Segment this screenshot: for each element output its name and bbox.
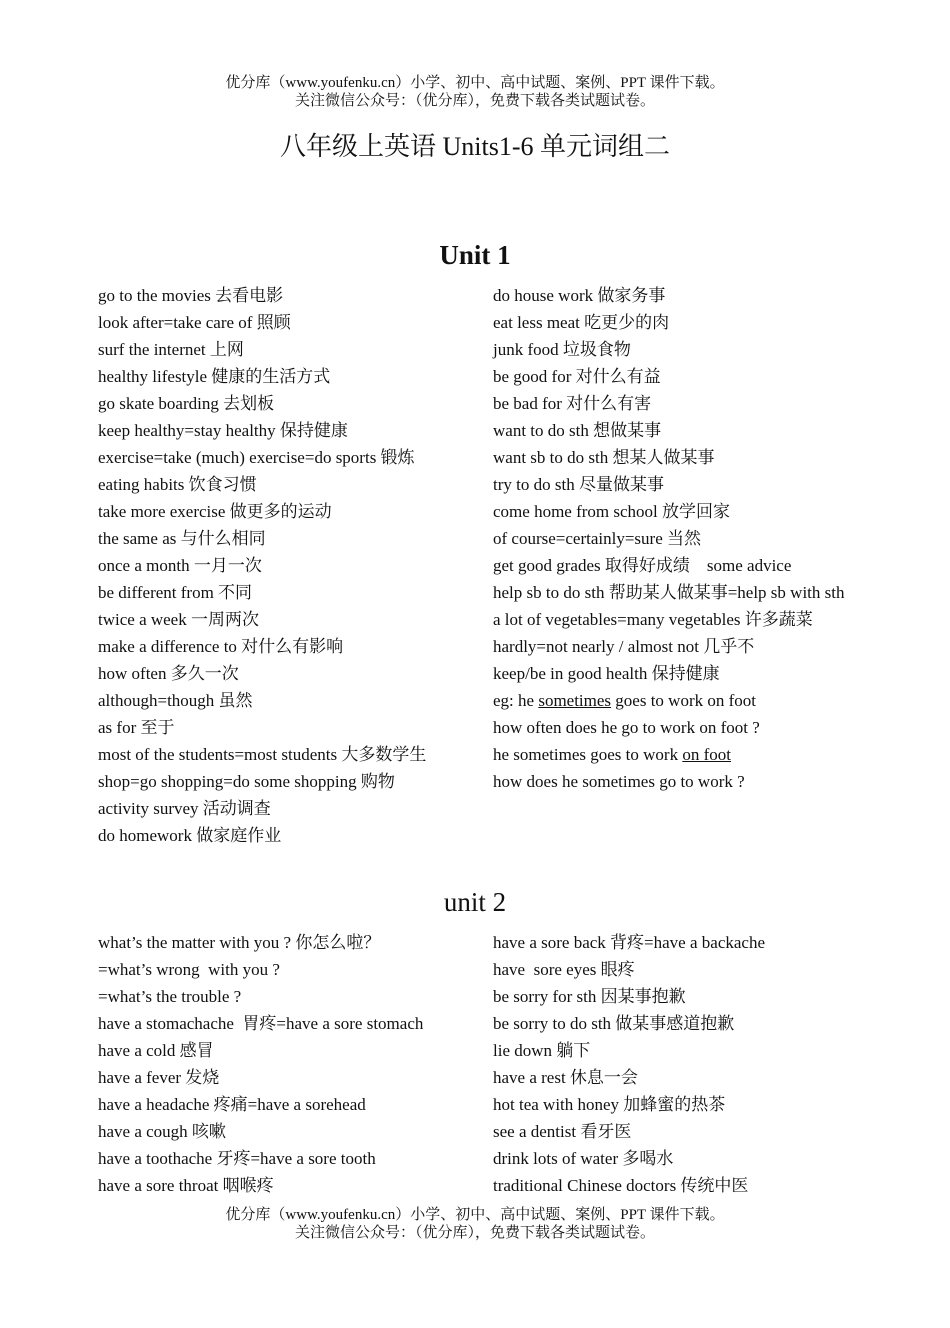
phrase-item: get good grades 取得好成绩 some advice — [493, 556, 792, 575]
phrase-item: have a rest 休息一会 — [493, 1068, 638, 1087]
header-line-2: 关注微信公众号：（优分库），免费下载各类试题试卷。 — [294, 93, 655, 109]
page-header — [0, 74, 950, 110]
phrase-item: exercise=take (much) exercise=do sports 锻炼 — [98, 448, 415, 467]
example-sentence — [493, 687, 865, 714]
phrase-item: a lot of vegetables=many vegetables 许多蔬菜 — [493, 610, 813, 629]
example-question: how often does he go to work on foot ? — [493, 718, 760, 737]
phrase-item: be good for 对什么有益 — [493, 367, 661, 386]
phrase-item: be sorry for sth 因某事抱歉 — [493, 987, 686, 1006]
phrase-item: look after=take care of 照顾 — [98, 313, 291, 332]
footer-line-2: 关注微信公众号：（优分库），免费下载各类试题试卷。 — [294, 1225, 655, 1241]
phrase-item: lie down 躺下 — [493, 1041, 591, 1060]
phrase-item: be bad for 对什么有害 — [493, 394, 652, 413]
phrase-item: activity survey 活动调查 — [98, 799, 271, 818]
phrase-item: most of the students=most students 大多数学生 — [98, 745, 427, 764]
unit1-left-column — [98, 282, 470, 849]
phrase-item: eat less meat 吃更少的肉 — [493, 313, 670, 332]
underlined-word: sometimes — [538, 691, 612, 710]
phrase-item: of course=certainly=sure 当然 — [493, 529, 701, 548]
unit2-right-column — [493, 929, 865, 1199]
phrase-item: healthy lifestyle 健康的生活方式 — [98, 367, 331, 386]
unit2-heading: unit 2 — [443, 887, 507, 917]
phrase-item: surf the internet 上网 — [98, 340, 244, 359]
phrase-item: have a sore back 背疼=have a backache — [493, 933, 765, 952]
unit2-left-column — [98, 929, 470, 1199]
phrase-item: have sore eyes 眼疼 — [493, 960, 635, 979]
phrase-item: junk food 垃圾食物 — [493, 340, 631, 359]
header-line-1: 优分库（www.youfenku.cn）小学、初中、高中试题、案例、PPT 课件下载。 — [225, 75, 725, 91]
footer-line-1: 优分库（www.youfenku.cn）小学、初中、高中试题、案例、PPT 课件下载。 — [225, 1207, 725, 1223]
phrase-item: see a dentist 看牙医 — [493, 1122, 632, 1141]
phrase-item: have a stomachache 胃疼=have a sore stomach — [98, 1014, 424, 1033]
phrase-item: =what’s wrong with you ? — [98, 960, 280, 979]
phrase-item: hardly=not nearly / almost not 几乎不 — [493, 637, 755, 656]
phrase-item: hot tea with honey 加蜂蜜的热茶 — [493, 1095, 726, 1114]
phrase-item: keep healthy=stay healthy 保持健康 — [98, 421, 348, 440]
phrase-item: have a cold 感冒 — [98, 1041, 214, 1060]
example-text: eg: he — [493, 691, 539, 710]
phrase-item: have a headache 疼痛=have a sorehead — [98, 1095, 366, 1114]
example-text: he sometimes goes to work — [493, 745, 683, 764]
phrase-item: want sb to do sth 想某人做某事 — [493, 448, 715, 467]
phrase-item: have a cough 咳嗽 — [98, 1122, 226, 1141]
phrase-item: eating habits 饮食习惯 — [98, 475, 257, 494]
phrase-item: take more exercise 做更多的运动 — [98, 502, 332, 521]
document-title: 八年级上英语 Units1-6 单元词组二 — [279, 132, 670, 161]
phrase-item: go to the movies 去看电影 — [98, 286, 284, 305]
phrase-item: come home from school 放学回家 — [493, 502, 731, 521]
phrase-item: although=though 虽然 — [98, 691, 253, 710]
phrase-item: be different from 不同 — [98, 583, 253, 602]
phrase-item: go skate boarding 去划板 — [98, 394, 275, 413]
phrase-item: =what’s the trouble ? — [98, 987, 242, 1006]
phrase-item: try to do sth 尽量做某事 — [493, 475, 664, 494]
unit1-right-column — [493, 282, 865, 795]
underlined-word: on foot — [682, 745, 731, 764]
phrase-item: drink lots of water 多喝水 — [493, 1149, 674, 1168]
example-sentence — [493, 741, 865, 768]
phrase-item: the same as 与什么相同 — [98, 529, 266, 548]
phrase-item: once a month 一月一次 — [98, 556, 262, 575]
phrase-item: have a sore throat 咽喉疼 — [98, 1176, 274, 1195]
phrase-item: do homework 做家庭作业 — [98, 826, 282, 845]
phrase-item: as for 至于 — [98, 718, 175, 737]
phrase-item: what’s the matter with you ? 你怎么啦？ — [98, 933, 381, 952]
phrase-item: want to do sth 想做某事 — [493, 421, 662, 440]
page-footer — [0, 1206, 950, 1242]
phrase-item: do house work 做家务事 — [493, 286, 666, 305]
phrase-item: traditional Chinese doctors 传统中医 — [493, 1176, 749, 1195]
phrase-item: shop=go shopping=do some shopping 购物 — [98, 772, 395, 791]
phrase-item: have a toothache 牙疼=have a sore tooth — [98, 1149, 376, 1168]
phrase-item: make a difference to 对什么有影响 — [98, 637, 344, 656]
phrase-item: how often 多久一次 — [98, 664, 239, 683]
phrase-item: keep/be in good health 保持健康 — [493, 664, 720, 683]
unit1-heading: Unit 1 — [439, 240, 511, 270]
phrase-item: help sb to do sth 帮助某人做某事=help sb with sth — [493, 583, 845, 602]
phrase-item: twice a week 一周两次 — [98, 610, 259, 629]
phrase-item: be sorry to do sth 做某事感道抱歉 — [493, 1014, 735, 1033]
example-text: goes to work on foot — [611, 691, 757, 710]
phrase-item: have a fever 发烧 — [98, 1068, 220, 1087]
example-question: how does he sometimes go to work ? — [493, 772, 745, 791]
